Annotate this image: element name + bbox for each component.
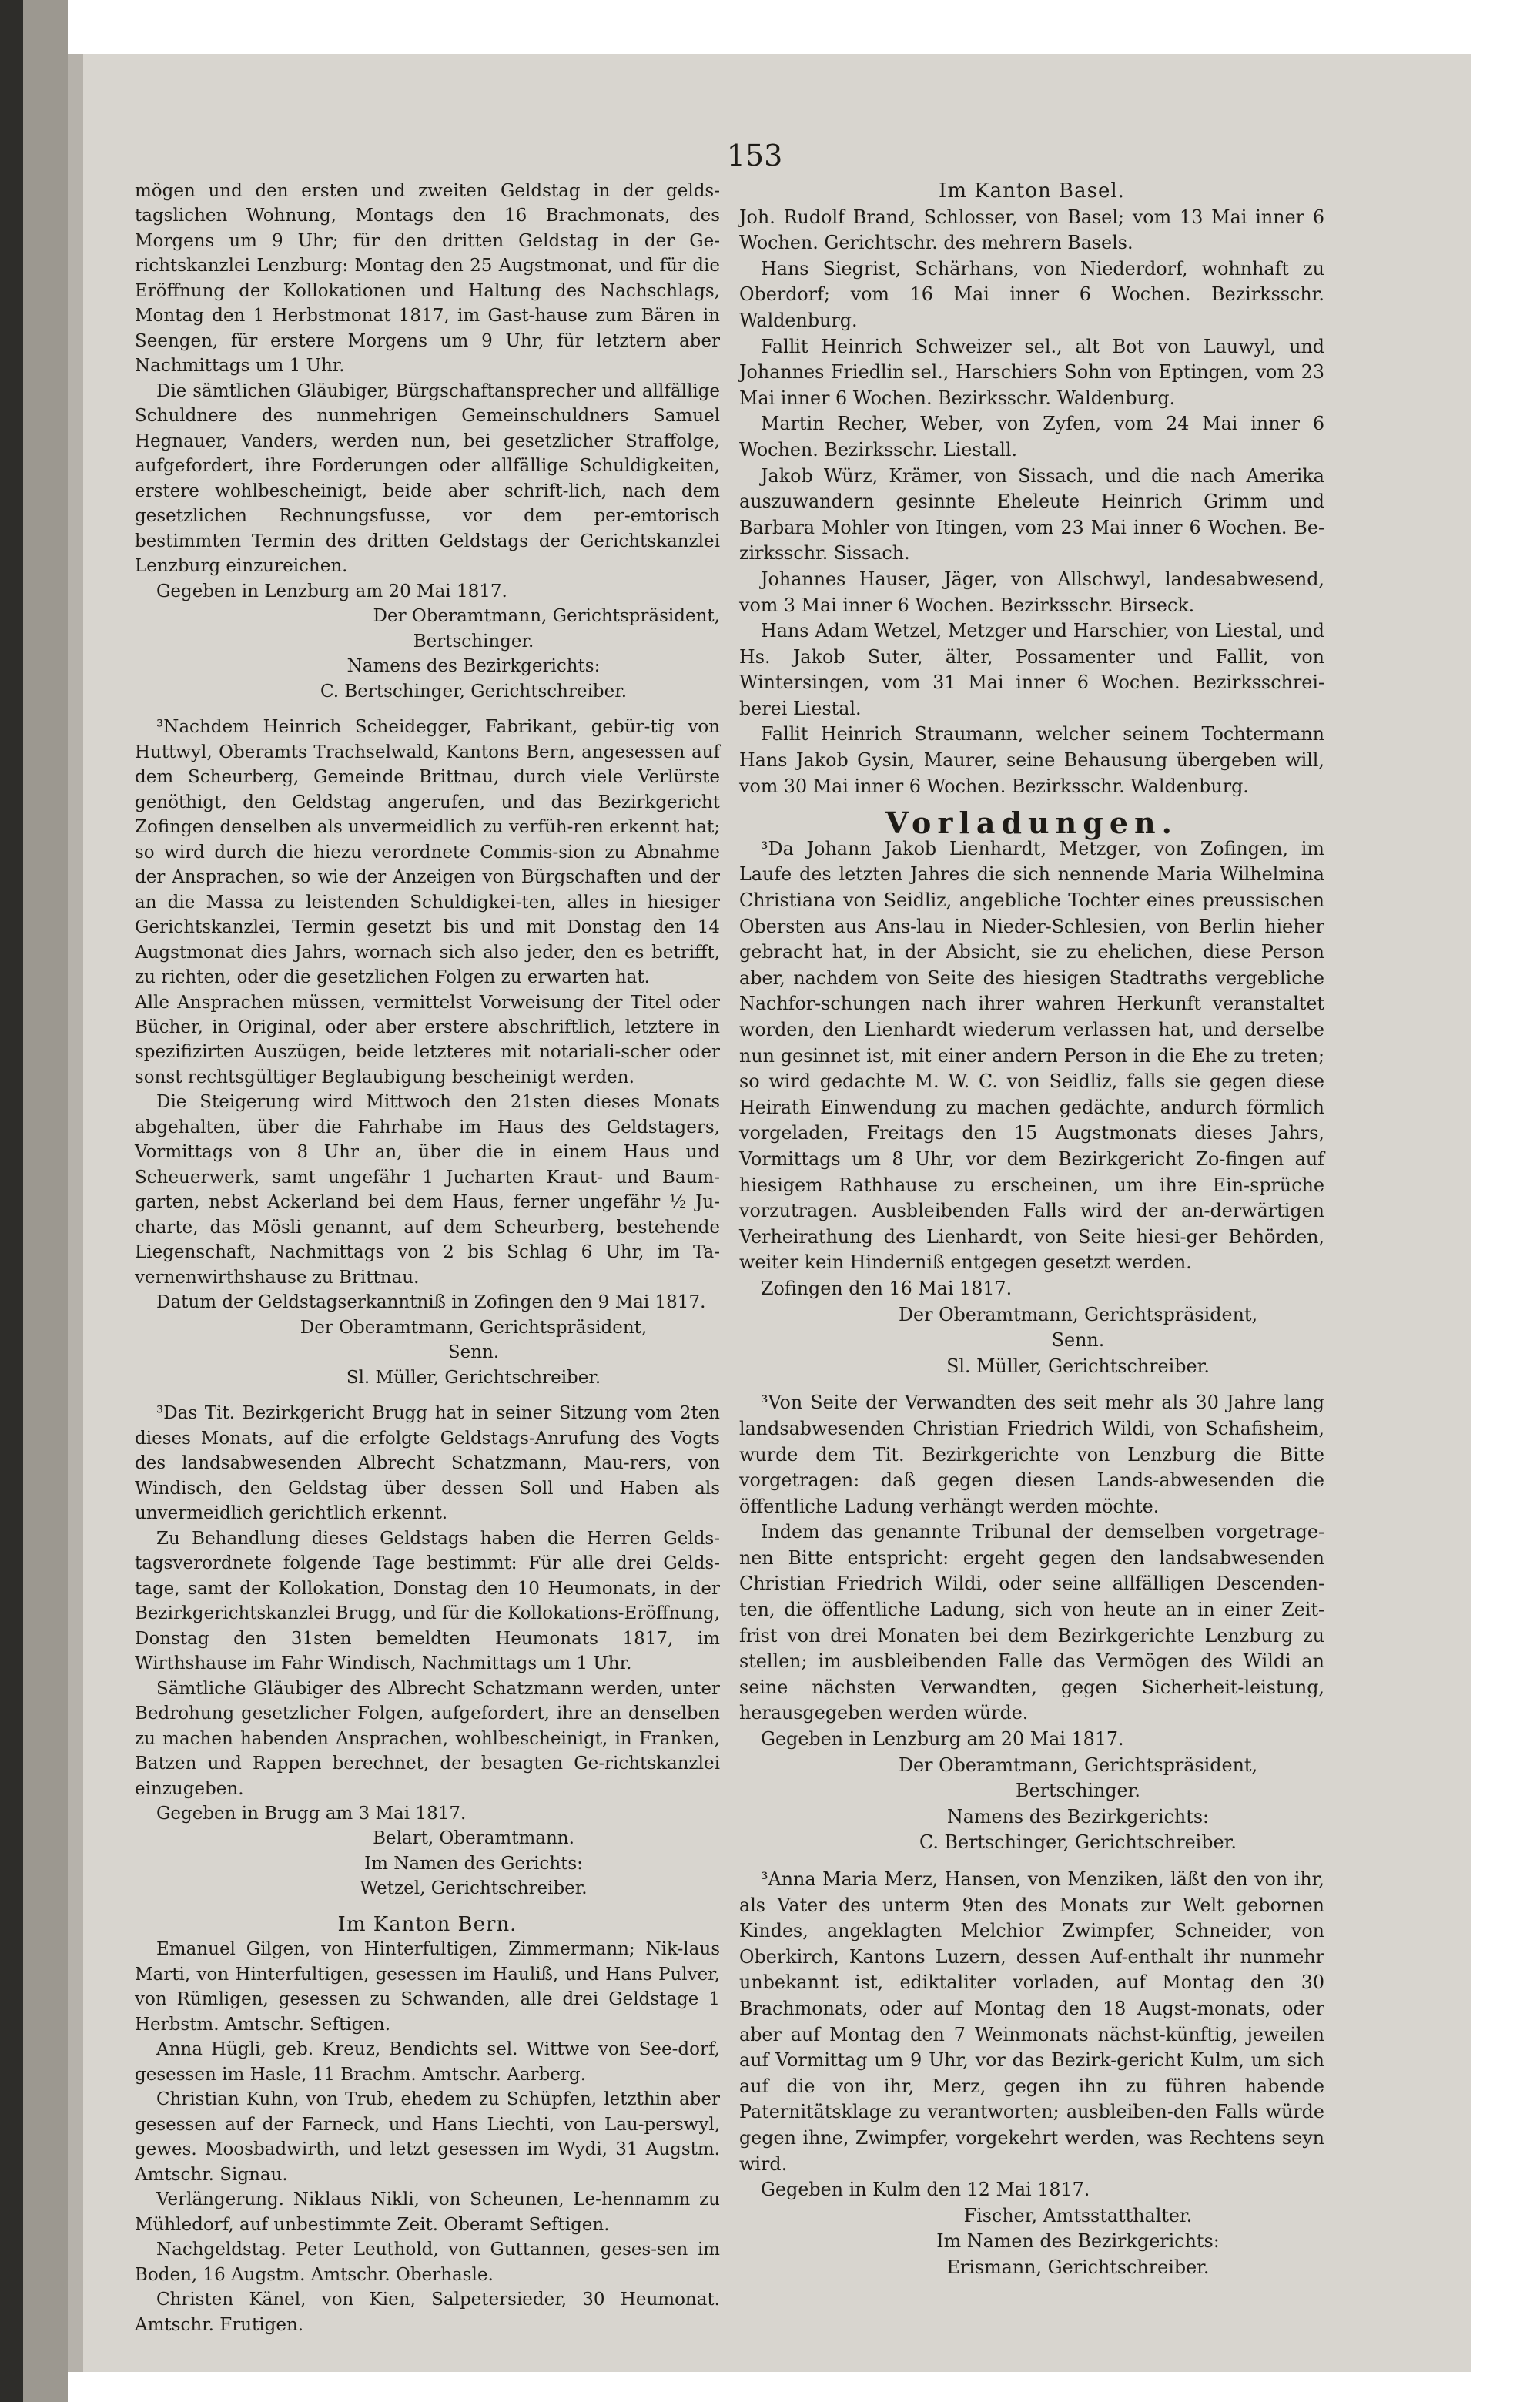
list-item: Hans Adam Wetzel, Metzger und Harschier, von Liestal, und Hs. Jakob Suter, älter, Possamenter und Fallit, von Wintersingen, vom 31 Mai inner 6 Wochen. Bezirksschrei-berei Liestal. (739, 620, 1324, 719)
list-item: Jakob Würz, Krämer, von Sissach, und die nach Amerika auszuwandern gesinnte Eheleute Heinrich Grimm und Barbara Mohler von Itingen, vom 23 Mai inner 6 Wochen. Be-zirksschr. Sissach. (739, 464, 1324, 564)
signature-line: Im Namen des Bezirkgerichts: (936, 2230, 1220, 2253)
signature-line: Bertschinger. (1016, 1780, 1140, 1802)
notice-wildi-text-2: Indem das genannte Tribunal der demselben vorgetrage-nen Bitte entspricht: ergeht gegen den landsabwesenden Christian Friedrich Wildi, oder seine allfälligen Descenden-ten, die öffentliche Ladung, sich von heute an in einer Zeit-frist von drei Monaten bei dem Bezirkgerichte Lenzburg zu stellen; im ausbleibenden Falle das Vermögen des Wildi an seine nächsten Verwandten, gegen Sicherheit-leistung, herausgegeben werden würde. (739, 1521, 1324, 1724)
signature-line: C. Bertschinger, Gerichtschreiber. (919, 1831, 1237, 1854)
signature-line: Im Namen des Gerichts: (364, 1853, 583, 1874)
section-heading-bern: Im Kanton Bern. (337, 1912, 517, 1936)
signature-line: Wetzel, Gerichtschreiber. (360, 1878, 588, 1899)
notice-wildi-date: Gegeben in Lenzburg am 20 Mai 1817. (761, 1728, 1124, 1750)
notice-scheidegger-text-2: Alle Ansprachen müssen, vermittelst Vorweisung der Titel oder Bücher, in Original, oder aber erstere abschriftlich, letztere in spezifizirten Auszügen, beide letzteres mit notariali-scher oder sonst rechtsgültiger Beglaubigung bescheinigt werden. (135, 992, 720, 1087)
notice-lenzburg-text-1: mögen und den ersten und zweiten Geldstag in der gelds-tagslichen Wohnung, Montags den 16 Brachmonats, des Morgens um 9 Uhr; für den dritten Geldstag in der Ge-richtskanzlei Lenzburg: Montag den 25 Augstmonat, und für die Eröffnung der Kollokationen und Haltung des Nachschlags, Montag den 1 Herbstmonat 1817, im Gast-hause zum Bären in Seengen, für erstere Morgens um 9 Uhr, für letztern aber Nachmittags um 1 Uhr. (135, 181, 720, 377)
signature-line: Senn. (447, 1342, 500, 1363)
notice-lenzburg-date: Gegeben in Lenzburg am 20 Mai 1817. (156, 581, 507, 601)
left-column (135, 179, 720, 2337)
signature-line: Belart, Oberamtmann. (373, 1828, 574, 1849)
notice-lenzburg-text-2: Die sämtlichen Gläubiger, Bürgschaftansprecher und allfällige Schuldnere des nunmehrigen Gemeinschuldners Samuel Hegnauer, Vanders, werden nun, bei gesetzlicher Straffolge, aufgefordert, ihre Forderungen oder allfällige Schuldigkeiten, erstere wohlbescheinigt, beide aber schrift-lich, nach dem gesetzlichen Rechnungsfusse, vor dem per-emtorisch bestimmten Termin des dritten Geldstags der Gerichtskanzlei Lenzburg einzureichen. (135, 380, 720, 577)
signature-line: Der Oberamtmann, Gerichtspräsident, (300, 1317, 648, 1338)
right-column (739, 179, 1324, 2281)
list-item: Hans Siegrist, Schärhans, von Niederdorf, wohnhaft zu Oberdorf; vom 16 Mai inner 6 Wochen. Bezirksschr. Waldenburg. (739, 257, 1324, 331)
signature-line: Der Oberamtmann, Gerichtspräsident, (898, 1754, 1258, 1776)
signature-line: Namens des Bezirkgerichts: (946, 1805, 1210, 1827)
notice-brugg-text-1: ³Das Tit. Bezirkgericht Brugg hat in seiner Sitzung vom 2ten dieses Monats, auf die erfolgte Geldstags-Anrufung des Vogts des landsabwesenden Albrecht Schatzmann, Mau-rers, von Windisch, den Geldstag über dessen Soll und Haben als unvermeidlich gerichtlich erkennt. (135, 1403, 720, 1524)
notice-merz-text: ³Anna Maria Merz, Hansen, von Menziken, läßt den von ihr, als Vater des unterm 9ten des Monats zur Welt gebornen Kindes, angeklagten Melchior Zwimpfer, Schneider, von Oberkirch, Kantons Luzern, dessen Auf-enthalt ihr nunmehr unbekannt ist, ediktaliter vorladen, auf Montag den 30 Brachmonats, oder auf Montag den 18 Augst-monats, oder aber auf Montag den 7 Weinmonats nächst-künftig, jeweilen auf Vormittag um 9 Uhr, vor das Bezirk-gericht Kulm, um sich auf die von ihr, Merz, gegen ihn zu führen habende Paternitätsklage zu verantworten; ausbleiben-den Falls würde gegen ihne, Zwimpfer, vorgekehrt werden, was Rechtens seyn wird. (739, 1868, 1324, 2175)
list-item: Emanuel Gilgen, von Hinterfultigen, Zimmermann; Nik-laus Marti, von Hinterfultigen, gesessen im Hauliß, und Hans Pulver, von Rümligen, gesessen zu Schwanden, alle drei Geldstage 1 Herbstm. Amtschr. Seftigen. (135, 1939, 720, 2035)
page-number: 153 (726, 139, 783, 173)
list-item: Anna Hügli, geb. Kreuz, Bendichts sel. Wittwe von See-dorf, gesessen im Hasle, 11 Brachm. Amtschr. Aarberg. (135, 2039, 720, 2085)
signature-line: Erismann, Gerichtschreiber. (946, 2256, 1210, 2278)
previous-page-edge (23, 0, 68, 2402)
signature-line: C. Bertschinger, Gerichtschreiber. (320, 681, 628, 702)
notice-wildi-text-1: ³Von Seite der Verwandten des seit mehr als 30 Jahre lang landsabwesenden Christian Friedrich Wildi, von Schafisheim, wurde dem Tit. Bezirkgerichte von Lenzburg die Bitte vorgetragen: daß gegen diesen Lands-abwesenden die öffentliche Ladung verhängt werden möchte. (739, 1392, 1324, 1517)
page-fold-shadow (68, 54, 83, 2372)
notice-scheidegger-text-1: ³Nachdem Heinrich Scheidegger, Fabrikant, gebür-tig von Huttwyl, Oberamts Trachselwald, Kantons Bern, angesessen auf dem Scheurberg, Gemeinde Brittnau, durch viele Verlürste genöthigt, den Geldstag angerufen, und das Bezirkgericht Zofingen denselben als unvermeidlich zu verfüh-ren erkennt hat; so wird durch die hiezu verordnete Commis-sion zu Abnahme der Ansprachen, so wie der Anzeigen von Bürgschaften und der an die Massa zu leistenden Schuldigkei-ten, alles in hiesiger Gerichtskanzlei, Termin gesetzt bis und mit Donstag den 14 Augstmonat dies Jahrs, wornach sich also jeder, den es betrifft, zu richten, oder die gesetzlichen Folgen zu erwarten hat. (135, 717, 720, 988)
signature-line: Senn. (1051, 1329, 1105, 1352)
list-item: Verlängerung. Niklaus Nikli, von Scheunen, Le-hennamm zu Mühledorf, auf unbestimmte Zeit. Oberamt Seftigen. (135, 2189, 720, 2235)
signature-line: Sl. Müller, Gerichtschreiber. (346, 1367, 601, 1388)
list-item: Johannes Hauser, Jäger, von Allschwyl, landesabwesend, vom 3 Mai inner 6 Wochen. Bezirksschr. Birseck. (739, 568, 1324, 616)
notice-scheidegger-date: Datum der Geldstagserkanntniß in Zofingen den 9 Mai 1817. (156, 1292, 706, 1313)
notice-merz-date: Gegeben in Kulm den 12 Mai 1817. (761, 2179, 1090, 2201)
list-item: Martin Recher, Weber, von Zyfen, vom 24 Mai inner 6 Wochen. Bezirksschr. Liestall. (739, 413, 1324, 461)
signature-line: Fischer, Amtsstatthalter. (963, 2204, 1193, 2226)
notice-brugg-text-2: Zu Behandlung dieses Geldstags haben die Herren Gelds-tagsverordnete folgende Tage bestimmt: Für alle drei Gelds-tage, samt der Kollokation, Donstag den 10 Heumonats, in der Bezirkgerichtskanzlei Brugg, und für die Kollokations-Eröffnung, Donstag den 31sten bemeldten Heumonats 1817, im Wirthshause im Fahr Windisch, Nachmittags um 1 Uhr. (135, 1528, 720, 1674)
signature-line: Bertschinger. (413, 631, 534, 652)
section-heading-basel: Im Kanton Basel. (939, 179, 1125, 203)
notice-brugg-date: Gegeben in Brugg am 3 Mai 1817. (156, 1804, 467, 1824)
list-item: Fallit Heinrich Schweizer sel., alt Bot von Lauwyl, und Johannes Friedlin sel., Harschiers Sohn von Eptingen, vom 23 Mai inner 6 Wochen. Bezirksschr. Waldenburg. (739, 335, 1324, 409)
list-item: Christen Känel, von Kien, Salpetersieder, 30 Heumonat. Amtschr. Frutigen. (135, 2290, 720, 2335)
list-item: Fallit Heinrich Straumann, welcher seinem Tochtermann Hans Jakob Gysin, Maurer, seine Behausung übergeben will, vom 30 Mai inner 6 Wochen. Bezirksschr. Waldenburg. (739, 723, 1324, 797)
list-item: Christian Kuhn, von Trub, ehedem zu Schüpfen, letzthin aber gesessen auf der Farneck, und Hans Liechti, von Lau-perswyl, gewes. Moosbadwirth, und letzt gesessen im Wydi, 31 Augstm. Amtschr. Signau. (135, 2089, 720, 2185)
notice-scheidegger-text-3: Die Steigerung wird Mittwoch den 21sten dieses Monats abgehalten, über die Fahrhabe im Haus des Geldstagers, Vormittags von 8 Uhr an, über die in einem Haus und Scheuerwerk, samt ungefähr 1 Jucharten Kraut- und Baum-garten, nebst Ackerland bei dem Haus, ferner ungefähr ½ Ju-charte, das Mösli genannt, auf dem Scheurberg, bestehende Liegenschaft, Nachmittags von 2 bis Schlag 6 Uhr, im Ta-vernenwirthshause zu Brittnau. (135, 1092, 720, 1288)
list-item: Nachgeldstag. Peter Leuthold, von Guttannen, geses-sen im Boden, 16 Augstm. Amtschr. Oberhasle. (135, 2240, 720, 2285)
signature-line: Der Oberamtmann, Gerichtspräsident, (898, 1303, 1258, 1325)
notice-brugg-text-3: Sämtliche Gläubiger des Albrecht Schatzmann werden, unter Bedrohung gesetzlicher Folgen, aufgefordert, ihre an denselben zu machen habenden Ansprachen, wohlbescheinigt, in Franken, Batzen und Rappen berechnet, der besagten Ge-richtskanzlei einzugeben. (135, 1678, 720, 1799)
signature-line: Sl. Müller, Gerichtschreiber. (946, 1355, 1210, 1377)
gutter-shadow (0, 0, 23, 2402)
section-heading-vorladungen: Vorladungen. (886, 806, 1178, 841)
notice-lienhardt-date: Zofingen den 16 Mai 1817. (761, 1277, 1013, 1299)
list-item: Joh. Rudolf Brand, Schlosser, von Basel; vom 13 Mai inner 6 Wochen. Gerichtschr. des mehrern Basels. (739, 206, 1324, 254)
notice-lienhardt-text: ³Da Johann Jakob Lienhardt, Metzger, von Zofingen, im Laufe des letzten Jahres die sich nennende Maria Wilhelmina Christiana von Seidliz, angebliche Tochter eines preussischen Obersten aus Ans-lau in Nieder-Schlesien, von Berlin hieher gebracht hat, in der Absicht, sie zu ehelichen, diese Person aber, nachdem von Seite des hiesigen Stadtraths vergebliche Nachfor-schungen nach ihrer wahren Herkunft veranstaltet worden, den Lienhardt wiederum verlassen hat, und derselbe nun gesinnet ist, mit einer andern Person in die Ehe zu treten; so wird gedachte M. W. C. von Seidliz, falls sie gegen diese Heirath Einwendung zu machen gedächte, andurch förmlich vorgeladen, Freitags den 15 Augstmonats dieses Jahrs, Vormittags um 8 Uhr, vor dem Bezirkgericht Zo-fingen auf hiesigem Rathhause zu erscheinen, um ihre Ein-sprüche vorzutragen. Ausbleibenden Falls wird der an-derwärtigen Verheirathung des Lienhardt, von Seite hiesi-ger Behörden, weiter kein Hinderniß entgegen gesetzt werden. (739, 837, 1324, 1274)
signature-line: Namens des Bezirkgerichts: (346, 656, 601, 677)
signature-line: Der Oberamtmann, Gerichtspräsident, (373, 606, 720, 627)
